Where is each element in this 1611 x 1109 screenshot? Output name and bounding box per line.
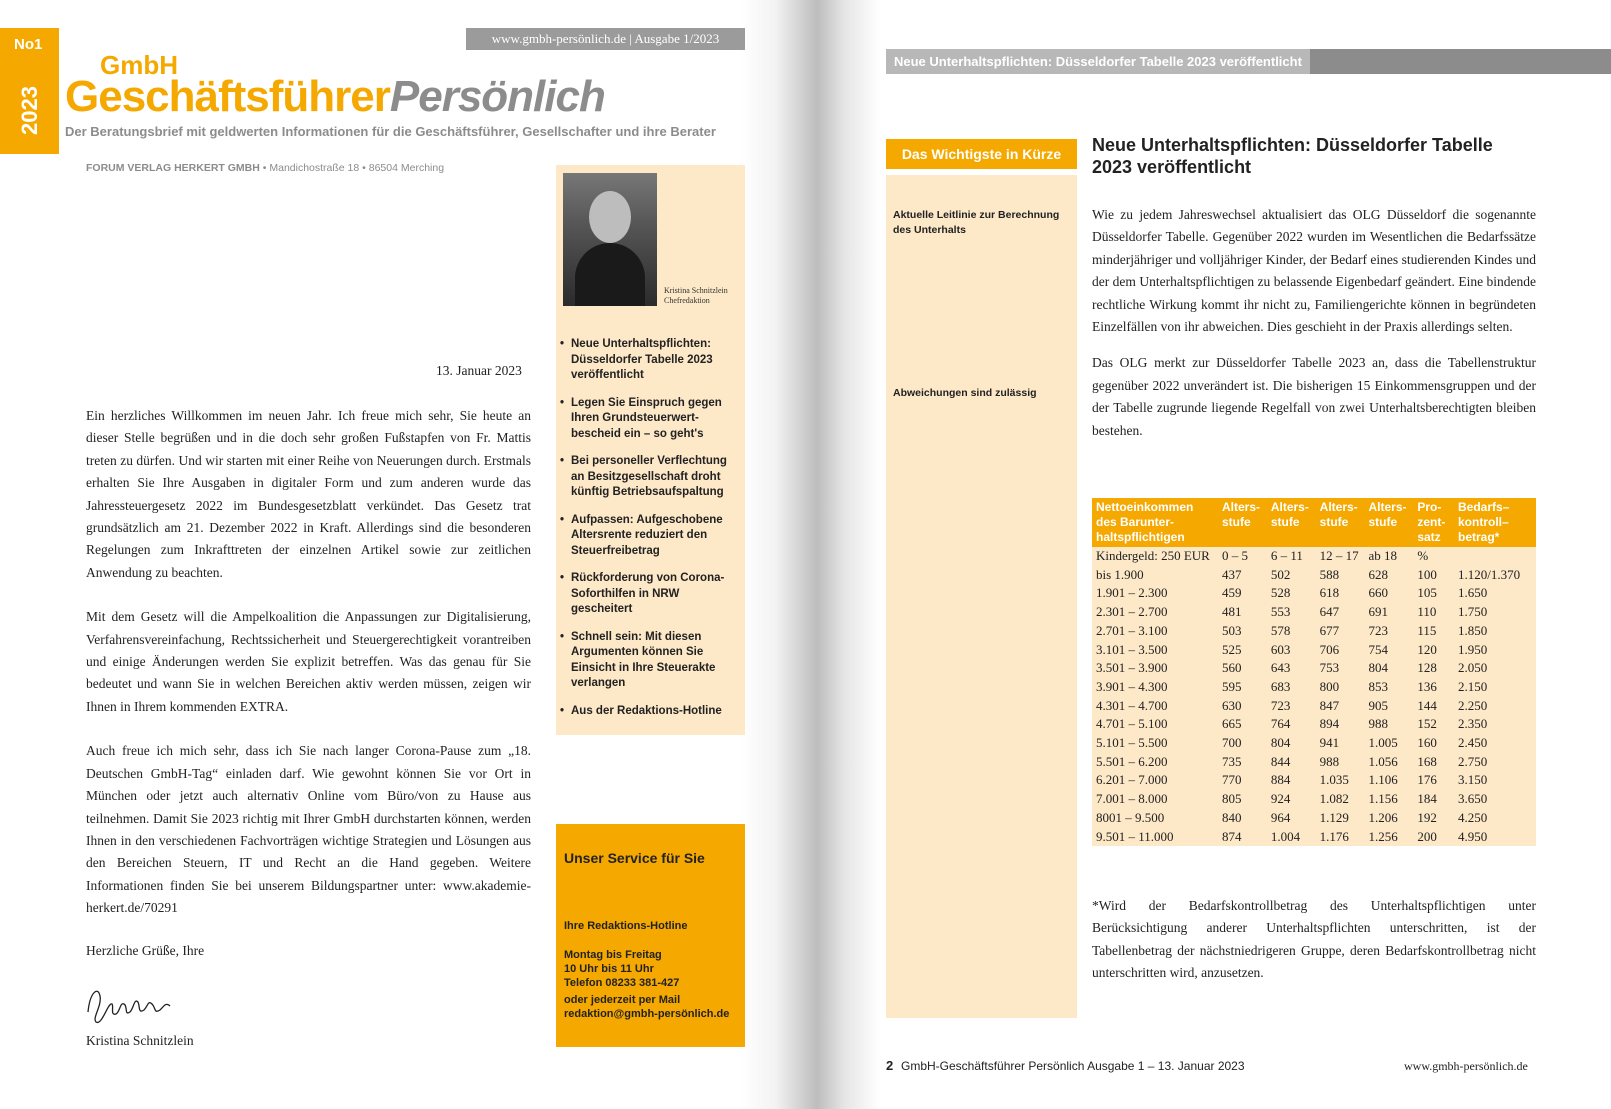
table-cell: 160 [1413,734,1454,753]
service-box [556,824,745,1047]
table-cell: 0 – 5 [1218,547,1267,566]
table-cell: 1.004 [1267,828,1316,847]
table-cell: 1.082 [1316,790,1365,809]
table-cell: 630 [1218,697,1267,716]
table-cell: 4.701 – 5.100 [1092,715,1218,734]
table-cell: 4.301 – 4.700 [1092,697,1218,716]
column-header: Alters-stufe [1364,498,1413,547]
table-cell: 120 [1413,641,1454,660]
issue-number: No1 [14,36,43,53]
table-cell: 691 [1364,603,1413,622]
table-cell: 2.450 [1454,734,1536,753]
table-cell: 2.050 [1454,659,1536,678]
table-cell: bis 1.900 [1092,566,1218,585]
table-cell: 2.301 – 2.700 [1092,603,1218,622]
page-gutter [740,0,880,1109]
table-cell: 884 [1267,771,1316,790]
table-cell: 1.129 [1316,809,1365,828]
table-cell: 700 [1218,734,1267,753]
table-cell: 924 [1267,790,1316,809]
toc-item[interactable]: • Neue Unterhaltspflichten: Düsseldorfer Tabelle 2023 veröffentlicht [560,337,742,384]
table-cell: 3.901 – 4.300 [1092,678,1218,697]
table-cell: 853 [1364,678,1413,697]
table-row [1092,809,1536,828]
table-row [1092,790,1536,809]
page-number: 2 [886,1058,894,1073]
letter-paragraph: Mit dem Gesetz will die Ampelkoalition die Anpassungen zur Digitalisierung, Verfahrensvereinfachung, Rechtssicherheit und Steuergerechtigkeit vorantreiben und einige Änderungen werden Sie explizit betreffen. Was das genau für Sie bedeutet und wann Sie in welchen Bereichen aktiv werden müssen, zeigen wir Ihnen in Ihrem kommenden EXTRA. [86,609,531,714]
table-cell: 588 [1316,566,1365,585]
table-cell: 9.501 – 11.000 [1092,828,1218,847]
toc-item[interactable]: • Rückforderung von Corona-Soforthilfen in NRW gescheitert [560,571,742,618]
brand-part-2: Persönlich [389,72,605,121]
service-info [564,948,744,1021]
editorial-letter [86,405,531,942]
table-cell: 105 [1413,584,1454,603]
table-cell: 874 [1218,828,1267,847]
table-cell: 152 [1413,715,1454,734]
side-note: Abweichungen sind zulässig [893,387,1037,399]
table-footnote: *Wird der Bedarfskontrollbetrag des Unterhaltspflichtigen unter Berücksichtigung anderer Unterhaltspflichten unterschritten, ist der Tabellenbetrag der nächstniedrigeren Gruppe, deren Bedarfskontrollbetrag nicht unterschritten wird, anzusetzen. [1092,898,1536,981]
table-cell: 3.501 – 3.900 [1092,659,1218,678]
table-cell: ab 18 [1364,547,1413,566]
table-header-row [1092,498,1536,547]
table-cell: 6.201 – 7.000 [1092,771,1218,790]
tagline: Der Beratungsbrief mit geldwerten Informationen für die Geschäftsführer, Gesellschafter und ihre Berater [65,124,716,139]
table-cell: 4.250 [1454,809,1536,828]
publisher-line [86,162,444,174]
table-row [1092,697,1536,716]
table-cell: 115 [1413,622,1454,641]
table-cell: 840 [1218,809,1267,828]
table-cell: 184 [1413,790,1454,809]
toc-item[interactable]: • Aus der Redaktions-Hotline [560,704,742,720]
table-row [1092,641,1536,660]
table-cell: 643 [1267,659,1316,678]
signature-image [84,982,174,1026]
service-line: Telefon 08233 381-427 [564,977,680,989]
table-cell: 2.350 [1454,715,1536,734]
table-cell: 1.750 [1454,603,1536,622]
table-row [1092,715,1536,734]
letter-signoff: Herzliche Grüße, Ihre [86,943,205,958]
table-cell: 595 [1218,678,1267,697]
footer-url[interactable]: www.gmbh-persönlich.de [1404,1059,1528,1073]
table-row [1092,678,1536,697]
column-header: Alters-stufe [1316,498,1365,547]
brand-logo [65,72,605,122]
table-row [1092,603,1536,622]
table-cell: 578 [1267,622,1316,641]
table-cell: 168 [1413,753,1454,772]
table-cell: 3.150 [1454,771,1536,790]
issue-year: 2023 [17,86,42,135]
table-row [1092,566,1536,585]
table-cell: 2.250 [1454,697,1536,716]
table-of-contents [560,337,742,731]
footer-brand: GmbH-Geschäftsführer Persönlich Ausgabe 1 – 13. Januar 2023 [901,1059,1245,1073]
table-cell: 5.101 – 5.500 [1092,734,1218,753]
photo-caption-name: Kristina Schnitzlein [664,286,728,295]
table-cell: Kindergeld: 250 EUR [1092,547,1218,566]
table-cell: 844 [1267,753,1316,772]
table-cell: 4.950 [1454,828,1536,847]
service-line: Montag bis Freitag [564,949,662,961]
table-cell: 804 [1364,659,1413,678]
table-cell: 1.035 [1316,771,1365,790]
table-cell: 894 [1316,715,1365,734]
toc-item[interactable]: • Bei personeller Verflechtung an Besitzgesellschaft droht künftig Betriebsaufspaltung [560,454,742,501]
table-cell: 136 [1413,678,1454,697]
toc-item[interactable]: • Schnell sein: Mit diesen Argumenten können Sie Einsicht in Ihre Steuerakte verlangen [560,630,742,692]
table-cell: % [1413,547,1454,566]
table-cell: 677 [1316,622,1365,641]
table-cell: 2.750 [1454,753,1536,772]
table-cell: 128 [1413,659,1454,678]
table-cell: 1.950 [1454,641,1536,660]
table-cell: 525 [1218,641,1267,660]
table-cell: 1.176 [1316,828,1365,847]
table-cell: 753 [1316,659,1365,678]
article-body [1092,204,1536,456]
table-cell: 2.150 [1454,678,1536,697]
column-header: Bedarfs–kontroll–betrag* [1454,498,1536,547]
service-subtitle: Ihre Redaktions-Hotline [564,920,688,932]
table-row [1092,734,1536,753]
table-cell: 683 [1267,678,1316,697]
service-title: Unser Service für Sie [564,850,705,866]
table-cell: 560 [1218,659,1267,678]
table-row [1092,753,1536,772]
table-cell: 905 [1364,697,1413,716]
table-cell: 847 [1316,697,1365,716]
editor-photo [563,173,657,306]
table-cell: 3.101 – 3.500 [1092,641,1218,660]
table-row [1092,547,1536,566]
service-line: oder jederzeit per Mail [564,994,681,1006]
table-cell: 988 [1364,715,1413,734]
letter-date: 13. Januar 2023 [436,363,522,378]
publisher-name: FORUM VERLAG HERKERT GMBH [86,162,260,174]
side-note: Aktuelle Leitlinie zur Berechnung des Unterhalts [893,209,1060,236]
table-cell: 7.001 – 8.000 [1092,790,1218,809]
table-cell: 503 [1218,622,1267,641]
table-cell: 459 [1218,584,1267,603]
table-cell: 988 [1316,753,1365,772]
table-cell: 200 [1413,828,1454,847]
table-cell: 1.256 [1364,828,1413,847]
table-cell: 1.005 [1364,734,1413,753]
table-cell: 5.501 – 6.200 [1092,753,1218,772]
article-title: Neue Unterhaltspflichten: Düsseldorfer Tabelle 2023 veröffentlicht [1092,135,1493,177]
table-cell: 706 [1316,641,1365,660]
article-paragraph: Wie zu jedem Jahreswechsel aktualisiert das OLG Düsseldorf die sogenannte Düsseldorfer Tabelle. Gegenüber 2022 wurden im Wesentlichen die Bedarfssätze minderjähriger und volljähriger Kinder, der Bedarf eines studierenden Kindes und der dem Unterhaltspflichtigen zu belassende Eigenbedarf geändert. Eine bindende rechtliche Wirkung kommt ihr nicht zu, Familiengerichte können in begründeten Einzelfällen von ihr abweichen. Dies geschieht in der Praxis allerdings selten. [1092,207,1536,335]
table-row [1092,828,1536,847]
column-header: Pro-zent-satz [1413,498,1454,547]
toc-item[interactable]: • Aufpassen: Aufgeschobene Altersrente reduziert den Steuerfreibetrag [560,513,742,560]
table-row [1092,659,1536,678]
table-cell [1454,547,1536,566]
letter-paragraph: Ein herzliches Willkommen im neuen Jahr. Ich freue mich sehr, Sie heute an dieser Stelle begrüßen und in die doch sehr großen Fußstapfen von Fr. Mattis treten zu dürfen. Und wir starten mit einer Reihe von Neuerungen durch. Erstmals erhalten Sie Ihre Ausgaben in digitaler Form und zum anderen wurde das Jahressteuergesetz 2022 im Bundesgesetzblatt verkündet. Das Gesetz trat grundsätzlich am 21. Dezember 2022 in Kraft. Allerdings sind die besonderen Regelungen zum Inkrafttreten der einzelnen Artikel sowie zur zeitlichen Anwendung zu beachten. [86,408,531,580]
summary-box-title: Das Wichtigste in Kürze [886,139,1077,169]
column-header: Alters-stufe [1218,498,1267,547]
column-header: Alters-stufe [1267,498,1316,547]
table-cell: 144 [1413,697,1454,716]
service-line: 10 Uhr bis 11 Uhr [564,963,654,975]
table-cell: 723 [1364,622,1413,641]
table-cell: 1.901 – 2.300 [1092,584,1218,603]
table-cell: 660 [1364,584,1413,603]
summary-sidebar [886,175,1077,1018]
table-cell: 800 [1316,678,1365,697]
table-cell: 481 [1218,603,1267,622]
table-cell: 176 [1413,771,1454,790]
table-cell: 735 [1218,753,1267,772]
table-cell: 12 – 17 [1316,547,1365,566]
table-cell: 941 [1316,734,1365,753]
table-cell: 770 [1218,771,1267,790]
table-cell: 754 [1364,641,1413,660]
photo-caption [664,286,728,306]
table-cell: 1.106 [1364,771,1413,790]
table-cell: 764 [1267,715,1316,734]
table-cell: 647 [1316,603,1365,622]
toc-item[interactable]: • Legen Sie Einspruch gegen Ihren Grundsteuerwert-bescheid ein – so geht's [560,396,742,443]
table-row [1092,771,1536,790]
url-bar[interactable]: www.gmbh-persönlich.de | Ausgabe 1/2023 [466,28,745,50]
table-cell: 502 [1267,566,1316,585]
table-cell: 8001 – 9.500 [1092,809,1218,828]
article-paragraph: Das OLG merkt zur Düsseldorfer Tabelle 2023 an, dass die Tabellenstruktur gegenüber 2022 unverändert ist. Die bisherigen 15 Einkommensgruppen und der der Tabelle zugrunde liegende Regelfall von zwei Unterhaltsberechtigten bleiben bestehen. [1092,355,1536,438]
table-row [1092,622,1536,641]
letter-paragraph: Auch freue ich mich sehr, dass ich Sie nach langer Corona-Pause zum „18. Deutschen GmbH-Tag“ einladen darf. Wie gewohnt können Sie vor Ort in München oder jetzt auch alternativ Online vom Büro/von zu Hause aus teilnehmen. Damit Sie 2023 richtig mit Ihrer GmbH durchstarten können, werden Ihnen in den verschiedenen Fachvorträgen wichtige Strategien und Lösungen aus den Bereichen Steuern, IT und Recht an die Hand gegeben. Weitere Informationen finden Sie bei unserem Bildungspartner unter: www.akademie-herkert.de/70291 [86,743,531,916]
duesseldorf-table [1092,498,1536,846]
table-cell: 3.650 [1454,790,1536,809]
table-cell: 1.120/1.370 [1454,566,1536,585]
table-cell: 618 [1316,584,1365,603]
table-cell: 1.156 [1364,790,1413,809]
table-cell: 528 [1267,584,1316,603]
publisher-address: • Mandichostraße 18 • 86504 Merching [262,162,445,174]
table-cell: 665 [1218,715,1267,734]
table-cell: 1.206 [1364,809,1413,828]
table-cell: 1.650 [1454,584,1536,603]
table-row [1092,584,1536,603]
table-cell: 437 [1218,566,1267,585]
table-cell: 110 [1413,603,1454,622]
table-cell: 6 – 11 [1267,547,1316,566]
column-header: Nettoeinkommen des Barunter-haltspflichtigen [1092,498,1218,547]
header-label: Neue Unterhaltspflichten: Düsseldorfer Tabelle 2023 veröffentlicht [886,49,1310,74]
service-email-link[interactable]: redaktion@gmbh-persönlich.de [564,1008,730,1020]
issue-badge [0,28,59,154]
table-cell: 2.701 – 3.100 [1092,622,1218,641]
brand-gmbh: GmbH [100,50,178,80]
table-cell: 805 [1218,790,1267,809]
signer-name: Kristina Schnitzlein [86,1033,194,1048]
table-cell: 1.056 [1364,753,1413,772]
table-cell: 628 [1364,566,1413,585]
table-cell: 1.850 [1454,622,1536,641]
photo-caption-role: Chefredaktion [664,296,710,305]
brand-part-1: Geschäftsführer [65,72,390,121]
table-cell: 804 [1267,734,1316,753]
table-cell: 553 [1267,603,1316,622]
table-cell: 603 [1267,641,1316,660]
table-cell: 100 [1413,566,1454,585]
table-cell: 192 [1413,809,1454,828]
table-cell: 964 [1267,809,1316,828]
table-cell: 723 [1267,697,1316,716]
